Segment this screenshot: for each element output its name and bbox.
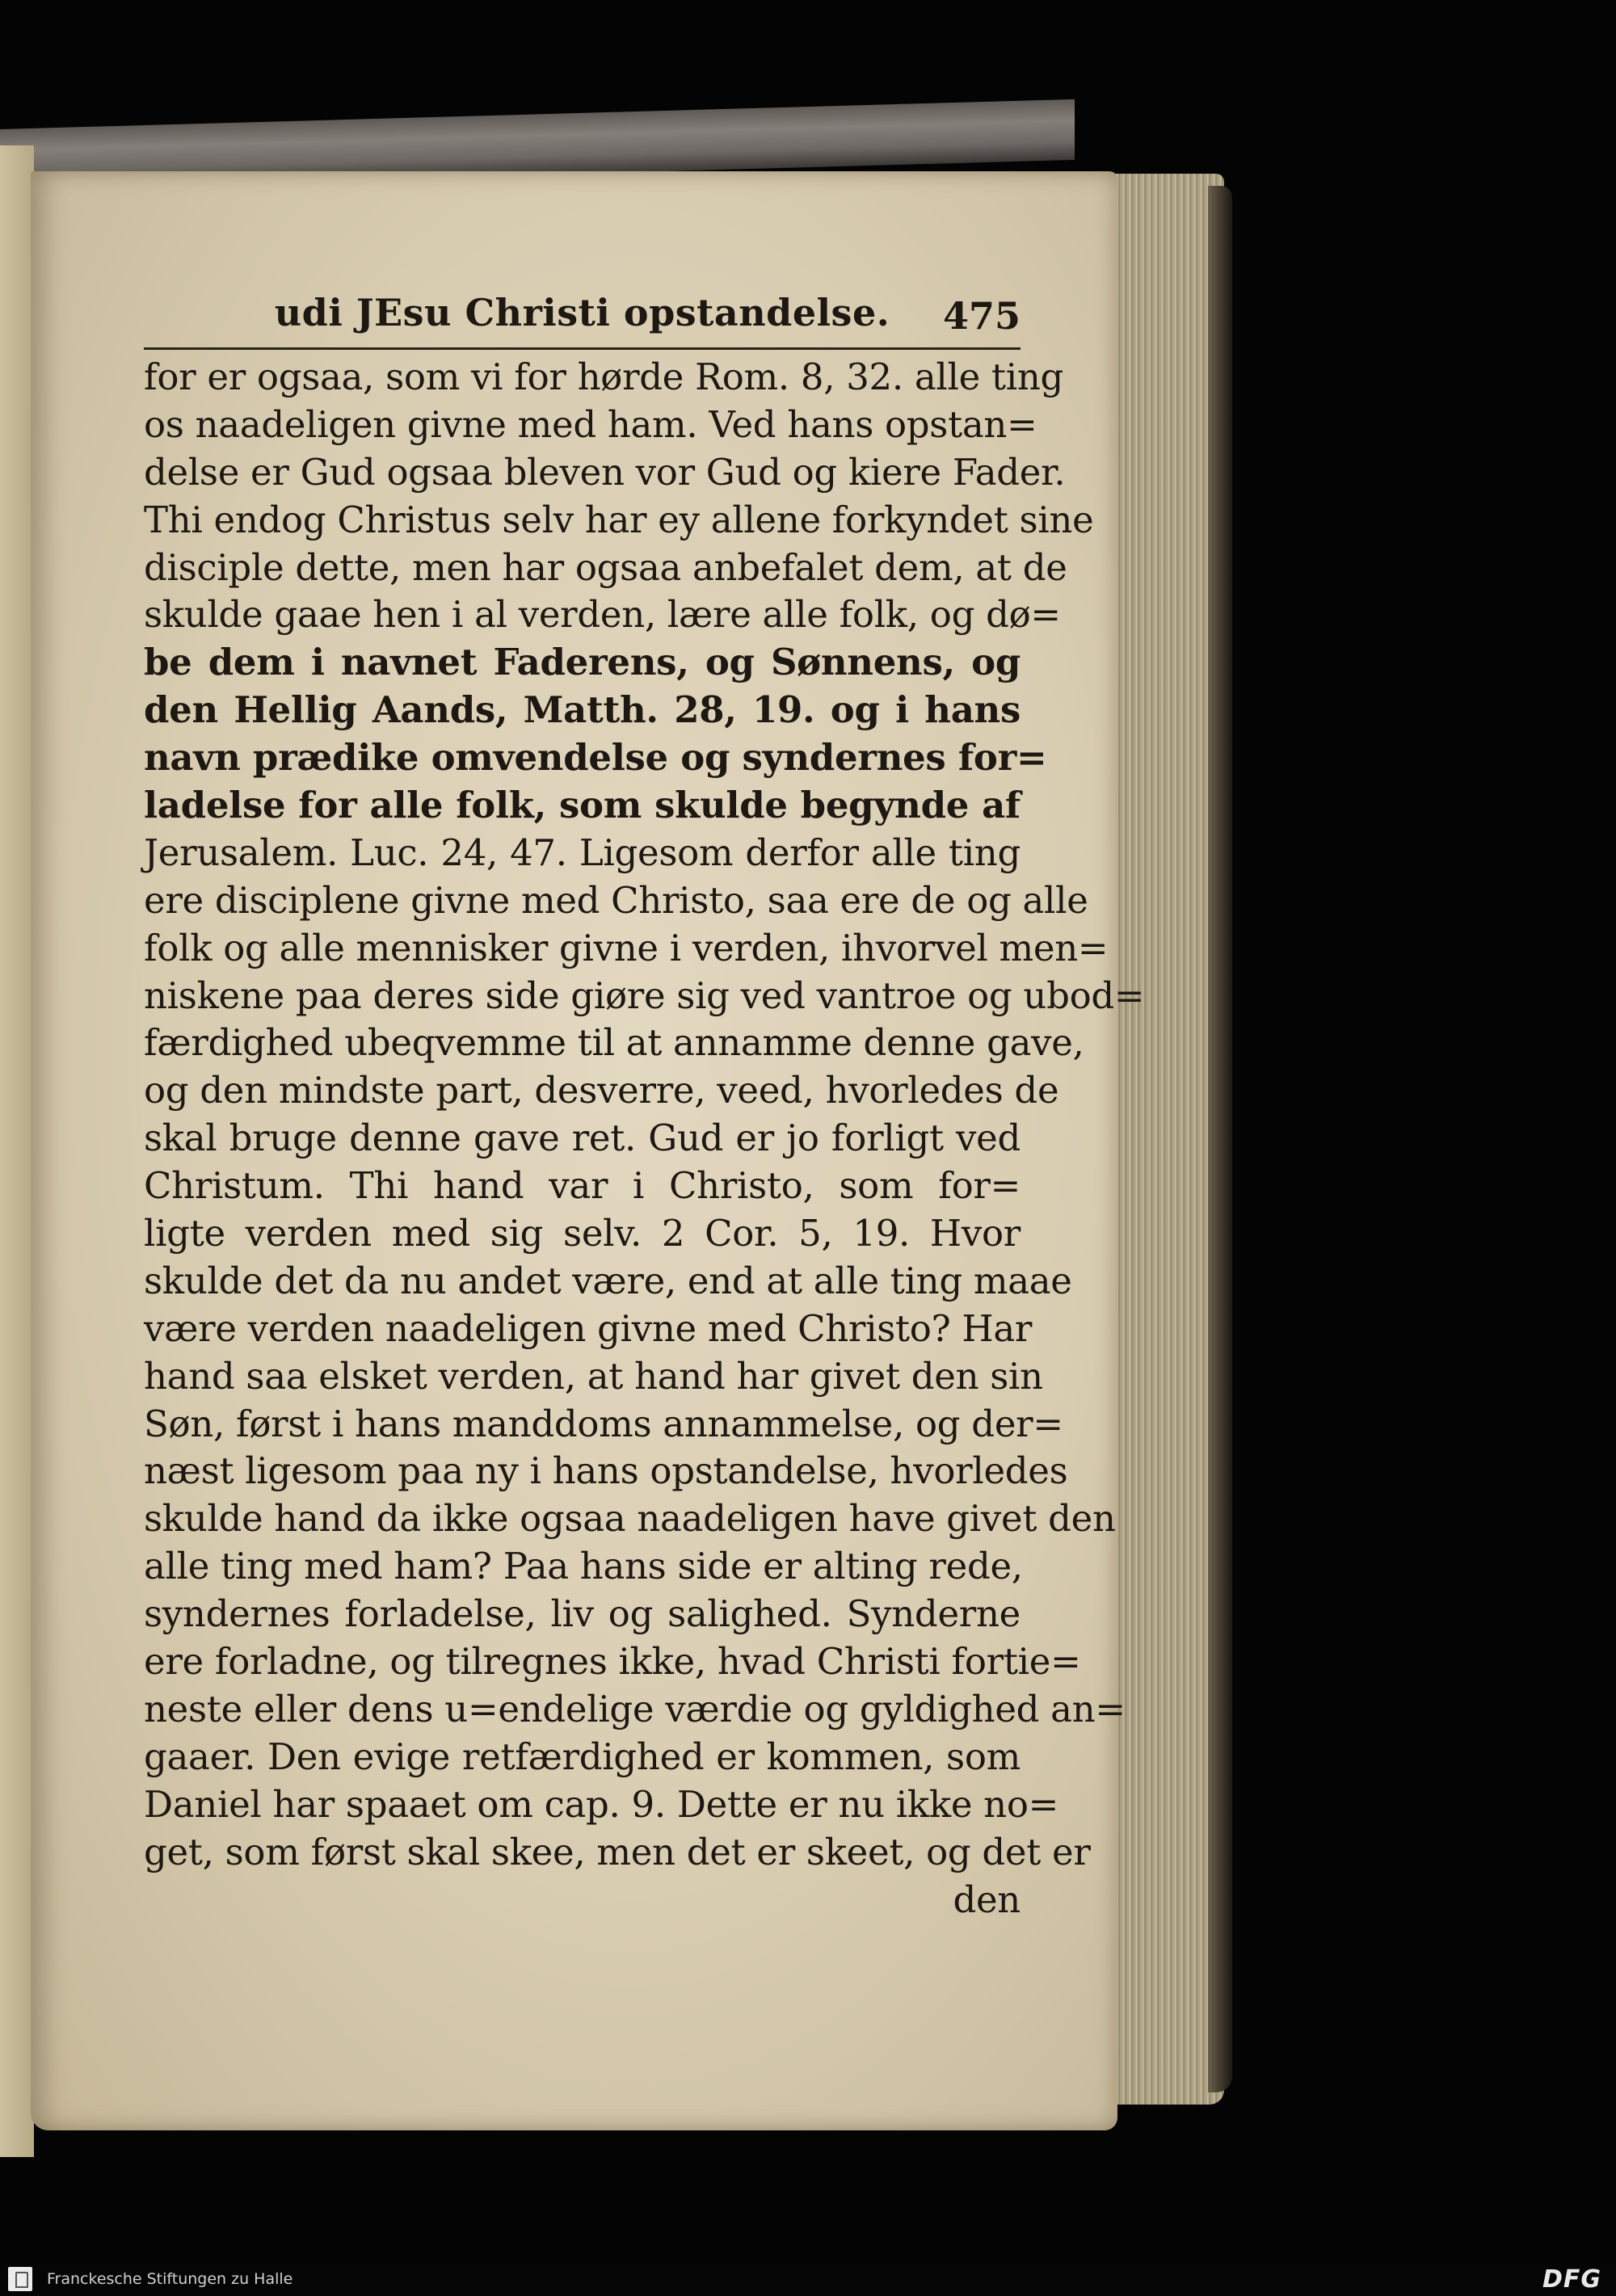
text-line: Thi endog Christus selv har ey allene forkyndet sine — [144, 498, 1094, 541]
text-line: den Hellig Aands, Matth. 28, 19. og i hans — [144, 688, 1021, 732]
text-line: Jerusalem. Luc. 24, 47. Ligesom derfor alle ting — [144, 831, 1021, 874]
text-line: Søn, først i hans manddoms annammelse, og der= — [144, 1402, 1063, 1445]
text-line: ere disciplene givne med Christo, saa ere de og alle — [144, 878, 1088, 922]
text-line: alle ting med ham? Paa hans side er alting rede, — [144, 1545, 1023, 1588]
body-text — [144, 354, 1145, 1924]
page-header — [144, 284, 1021, 349]
text-line: os naadeligen givne med ham. Ved hans opstan= — [144, 402, 1037, 446]
institution-logo-icon — [8, 2267, 32, 2291]
text-line: skal bruge denne gave ret. Gud er jo forligt ved — [144, 1116, 1021, 1160]
text-line: skulde det da nu andet være, end at alle ting maae — [144, 1259, 1072, 1302]
text-line: neste eller dens u=endelige værdie og gyldighed an= — [144, 1687, 1126, 1730]
text-line: Daniel har spaaet om cap. 9. Dette er nu ikke no= — [144, 1782, 1059, 1826]
catchword: den — [953, 1878, 1021, 1921]
text-line: næst ligesom paa ny i hans opstandelse, hvorledes — [144, 1449, 1068, 1493]
text-line: færdighed ubeqvemme til at annamme denne gave, — [144, 1021, 1084, 1065]
text-line: ladelse for alle folk, som skulde begynde af — [144, 784, 1021, 827]
dfg-logo: DFG — [1542, 2265, 1601, 2294]
text-line: gaaer. Den evige retfærdighed er kommen, som — [144, 1735, 1021, 1778]
text-line: være verden naadeligen givne med Christo? Har — [144, 1306, 1033, 1350]
viewer-footer — [0, 2262, 1616, 2296]
page-edges-shadow — [1208, 186, 1232, 2092]
header-rule — [144, 347, 1021, 350]
text-line: disciple dette, men har ogsaa anbefalet dem, at de — [144, 545, 1067, 589]
text-line: delse er Gud ogsaa bleven vor Gud og kiere Fader. — [144, 450, 1066, 494]
running-title: udi JEsu Christi opstandelse. — [274, 291, 890, 334]
text-line: syndernes forladelse, liv og salighed. Synderne — [144, 1592, 1021, 1636]
text-line: skulde gaae hen i al verden, lære alle folk, og dø= — [144, 593, 1061, 637]
text-line: Christum. Thi hand var i Christo, som for= — [144, 1164, 1021, 1208]
text-line: niskene paa deres side giøre sig ved vantroe og ubod= — [144, 973, 1145, 1017]
page-number: 475 — [942, 294, 1021, 338]
text-block — [144, 284, 1145, 1924]
text-line: og den mindste part, desverre, veed, hvorledes de — [144, 1069, 1059, 1112]
text-line: ligte verden med sig selv. 2 Cor. 5, 19. Hvor — [144, 1212, 1021, 1255]
text-line: skulde hand da ikke ogsaa naadeligen have givet den — [144, 1497, 1116, 1541]
text-line: folk og alle mennisker givne i verden, ihvorvel men= — [144, 926, 1109, 969]
text-line: navn prædike omvendelse og syndernes for= — [144, 736, 1047, 780]
book-page — [31, 171, 1145, 2130]
text-line: be dem i navnet Faderens, og Sønnens, og — [144, 641, 1021, 684]
institution-name: Franckesche Stiftungen zu Halle — [47, 2270, 293, 2288]
text-line: get, som først skal skee, men det er skeet, og det er — [144, 1830, 1091, 1873]
text-line: ere forladne, og tilregnes ikke, hvad Christi fortie= — [144, 1640, 1081, 1684]
left-page-edge — [0, 145, 34, 2157]
text-line: hand saa elsket verden, at hand har givet den sin — [144, 1354, 1043, 1398]
text-line: for er ogsaa, som vi for hørde Rom. 8, 32. alle ting — [144, 355, 1064, 398]
